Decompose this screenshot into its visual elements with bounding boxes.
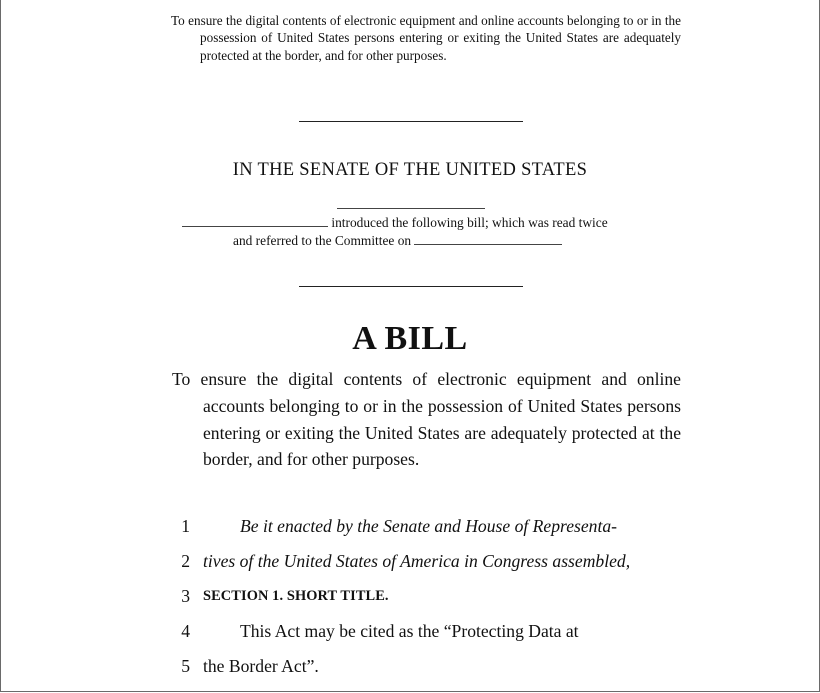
committee-blank [414, 244, 562, 245]
section-heading: SECTION 1. SHORT TITLE. [203, 588, 389, 604]
introduction-line-1-text: introduced the following bill; which was read twice [331, 215, 608, 230]
divider-rule [299, 286, 523, 287]
sponsor-blank [337, 208, 485, 209]
introduction-line-2 [182, 232, 642, 250]
chamber-heading: IN THE SENATE OF THE UNITED STATES [232, 160, 588, 180]
short-title-line: the Border Act”. [203, 656, 319, 676]
line-number: 5 [181, 656, 190, 676]
header-purpose: To ensure the digital contents of electronic equipment and online accounts belonging to or in the possession of United States persons entering or exiting the United States are adequately protected at the border, and for other purposes. [171, 13, 681, 63]
introduction-line-1 [182, 214, 642, 232]
line-number: 3 [181, 586, 190, 606]
enacting-clause-line: tives of the United States of America in Congress assembled, [203, 551, 631, 571]
line-number: 2 [181, 551, 190, 571]
enacting-clause-line: Be it enacted by the Senate and House of Representa- [240, 516, 618, 536]
line-number: 1 [181, 516, 190, 536]
bill-title: A BILL [352, 320, 468, 357]
bill-purpose: To ensure the digital contents of electronic equipment and online accounts belonging to or in the possession of United States persons entering or exiting the United States are adequately protected at the border, and for other purposes. [172, 369, 681, 470]
line-number: 4 [181, 621, 190, 641]
introduction-line-2-text: and referred to the Committee on [233, 233, 412, 248]
sponsor-name-blank [182, 226, 328, 227]
introduction-text [182, 214, 642, 250]
divider-rule [299, 121, 523, 122]
short-title-line: This Act may be cited as the “Protecting Data at [240, 621, 579, 641]
